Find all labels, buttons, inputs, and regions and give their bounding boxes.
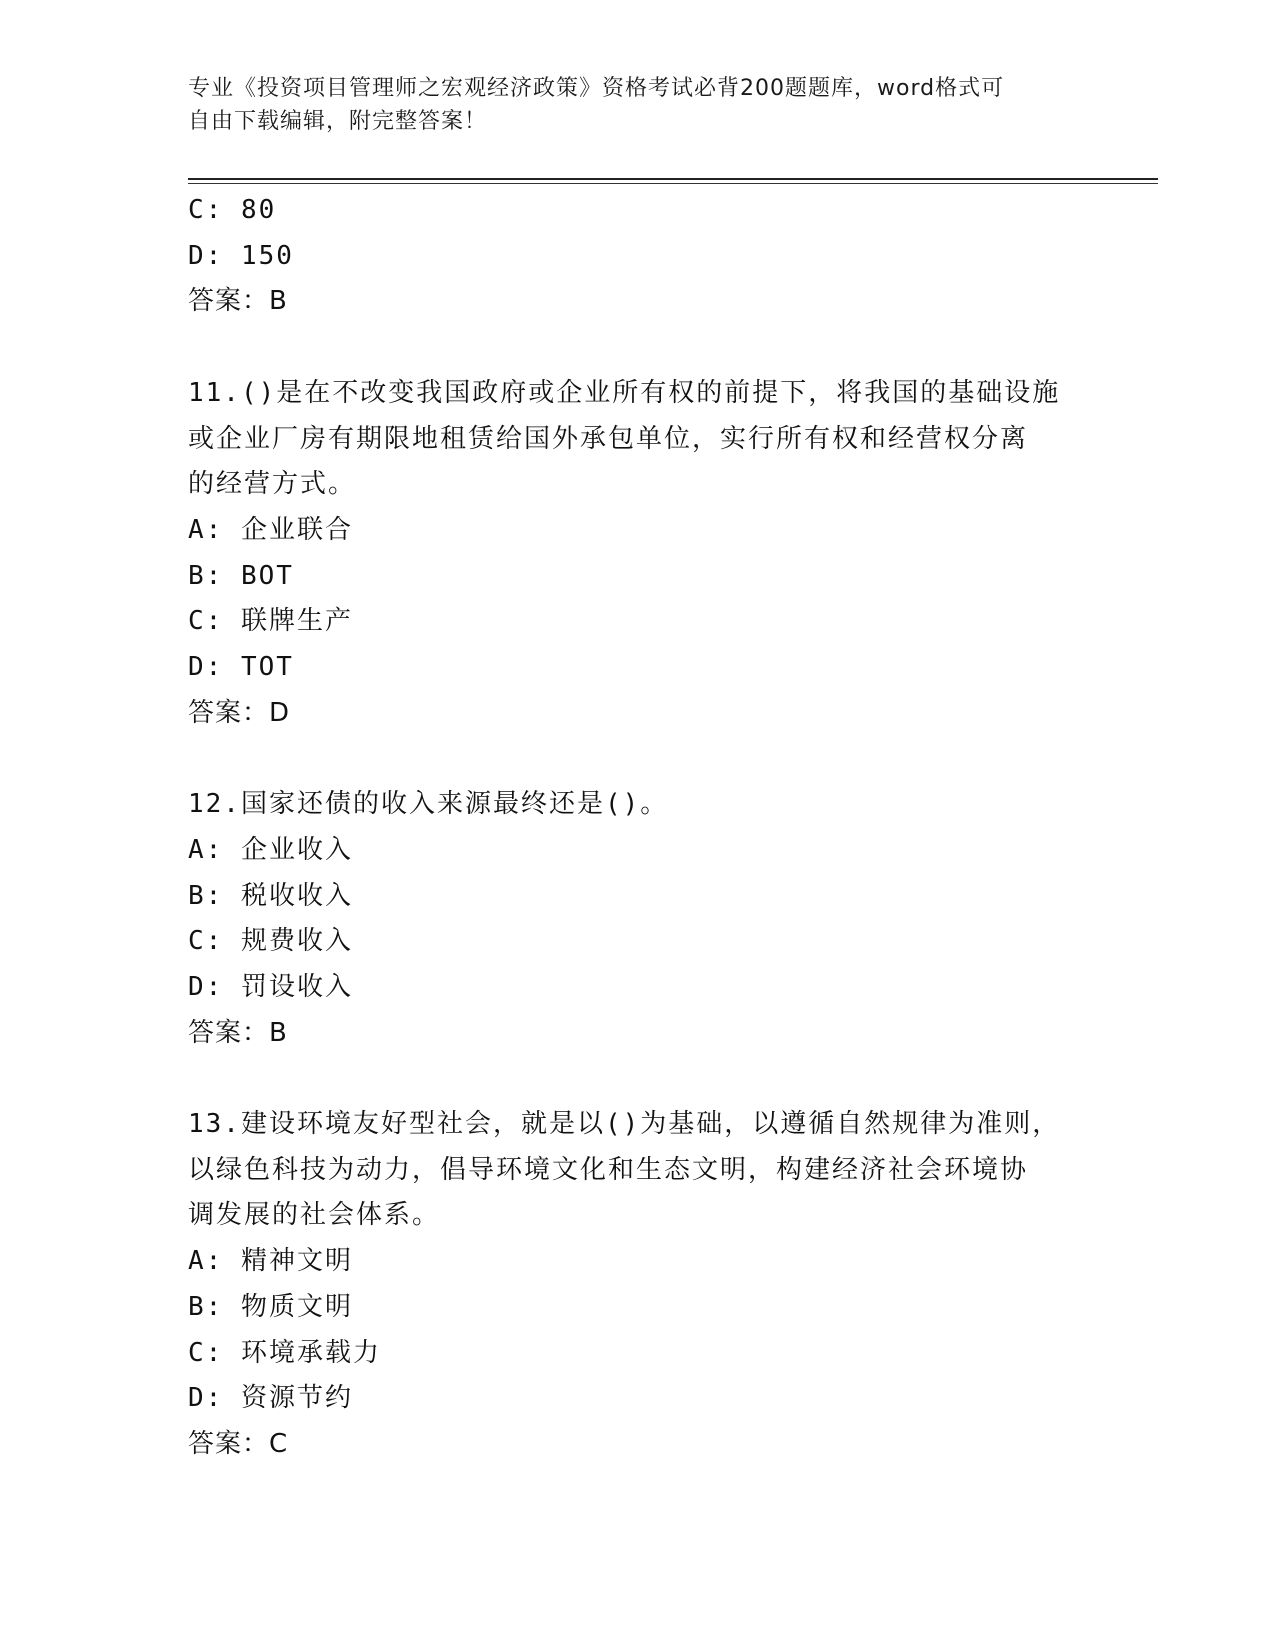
stem-line: 13.建设环境友好型社会，就是以()为基础，以遵循自然规律为准则， xyxy=(188,1109,1061,1140)
option-c: C: 联牌生产 xyxy=(188,606,353,637)
question-stem xyxy=(188,371,1088,508)
page-header xyxy=(188,72,1068,138)
option-d: D: 资源节约 xyxy=(188,1383,353,1414)
option-c: C: 环境承载力 xyxy=(188,1337,381,1368)
stem-line: 以绿色科技为动力，倡导环境文化和生态文明，构建经济社会环境协 xyxy=(188,1154,1029,1185)
option-a: A: 企业收入 xyxy=(188,834,353,865)
question-stem xyxy=(188,1102,1088,1239)
option-a: A: 企业联合 xyxy=(188,514,353,545)
question-gap xyxy=(188,325,1088,371)
question-list xyxy=(188,188,1088,1468)
stem-line: 12.国家还债的收入来源最终还是()。 xyxy=(188,789,669,820)
option-d: D: 150 xyxy=(188,240,294,271)
option-d: D: 罚设收入 xyxy=(188,971,353,1002)
question-13 xyxy=(188,1102,1088,1468)
stem-line: 调发展的社会体系。 xyxy=(188,1200,441,1231)
header-divider xyxy=(188,178,1158,180)
option-b: B: BOT xyxy=(188,560,294,591)
answer: 答案：D xyxy=(188,697,291,728)
answer: 答案：C xyxy=(188,1428,289,1459)
option-b: B: 税收收入 xyxy=(188,880,353,911)
answer: 答案：B xyxy=(188,1017,288,1048)
header-line-2: 自由下载编辑，附完整答案！ xyxy=(188,109,488,134)
answer: 答案：B xyxy=(188,286,288,317)
question-gap xyxy=(188,736,1088,782)
option-c: C: 规费收入 xyxy=(188,926,353,957)
option-c: C: 80 xyxy=(188,195,277,225)
stem-line: 或企业厂房有期限地租赁给国外承包单位，实行所有权和经营权分离 xyxy=(188,423,1029,454)
question-11 xyxy=(188,371,1088,737)
header-divider-thin xyxy=(188,183,1158,184)
header-line-1: 专业《投资项目管理师之宏观经济政策》资格考试必背200题题库，word格式可 xyxy=(188,76,1005,101)
option-d: D: TOT xyxy=(188,652,294,683)
question-gap xyxy=(188,1056,1088,1102)
stem-line: 11.()是在不改变我国政府或企业所有权的前提下，将我国的基础设施 xyxy=(188,377,1061,408)
option-a: A: 精神文明 xyxy=(188,1246,353,1277)
question-12 xyxy=(188,782,1088,1056)
stem-line: 的经营方式。 xyxy=(188,469,357,500)
question-partial xyxy=(188,188,1088,325)
question-stem xyxy=(188,782,1088,828)
option-b: B: 物质文明 xyxy=(188,1291,353,1322)
